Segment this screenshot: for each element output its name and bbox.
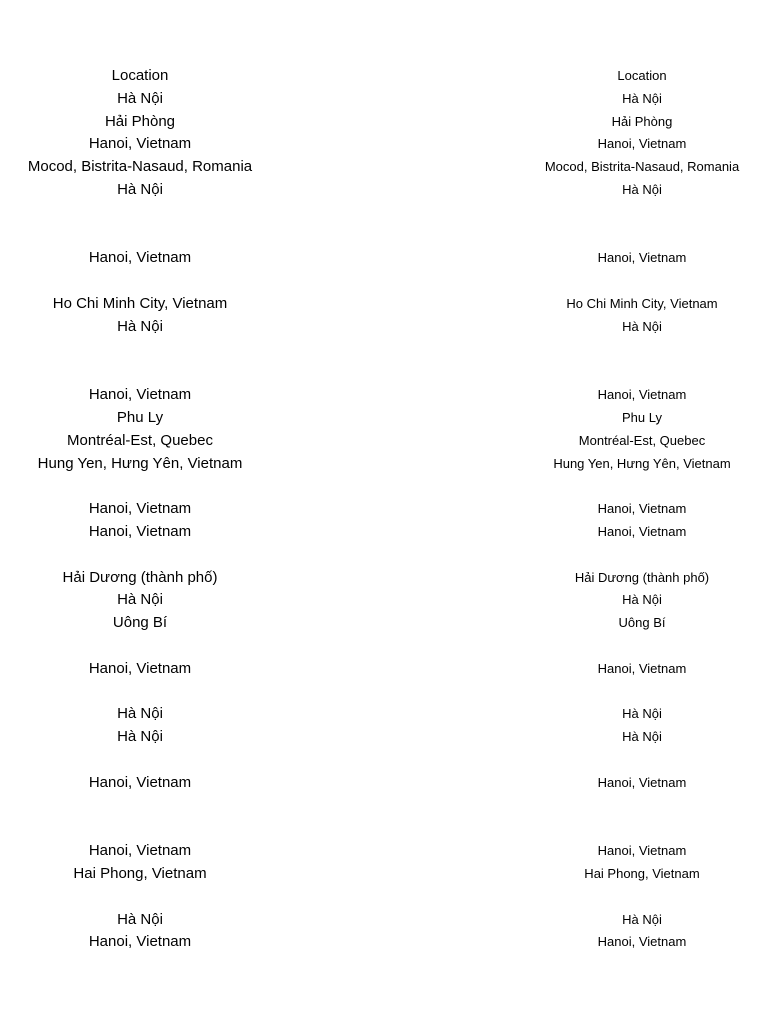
location-cell: Hà Nội (117, 591, 163, 609)
location-cell: Hanoi, Vietnam (597, 524, 687, 539)
location-cell: Hà Nội (622, 706, 662, 722)
location-cell: Hà Nội (117, 728, 163, 746)
location-cell: Hanoi, Vietnam (597, 843, 687, 859)
location-cell: Hải Phòng (104, 112, 176, 130)
location-cell: Hà Nội (622, 911, 662, 927)
location-cell: Hanoi, Vietnam (88, 933, 192, 951)
location-cell: Phu Ly (116, 409, 164, 426)
location-cell: Hà Nội (622, 182, 662, 197)
location-cell: Phu Ly (622, 410, 662, 425)
location-cell: Hà Nội (117, 89, 163, 107)
location-cell: Hai Phong, Vietnam (584, 866, 700, 881)
location-cell: Hanoi, Vietnam (597, 501, 687, 517)
location-cell: Ho Chi Minh City, Vietnam (52, 295, 228, 312)
location-cell: Ho Chi Minh City, Vietnam (566, 296, 718, 311)
location-cell: Hanoi, Vietnam (597, 250, 687, 266)
location-cell: Hà Nội (117, 317, 163, 335)
location-cell: Hải Dương (thành phố) (62, 568, 218, 586)
location-cell: Hanoi, Vietnam (88, 659, 192, 677)
location-cell: Hai Phong, Vietnam (73, 865, 207, 882)
location-cell: Hanoi, Vietnam (88, 773, 192, 791)
location-cell: Hung Yen, Hưng Yên, Vietnam (37, 454, 243, 472)
location-column-large (0, 0, 330, 1024)
location-cell: Hà Nội (622, 592, 662, 608)
location-cell: Hà Nội (117, 181, 163, 198)
location-cell: Hải Phòng (611, 113, 673, 129)
location-cell: Hanoi, Vietnam (88, 135, 192, 153)
location-cell: Hanoi, Vietnam (88, 500, 192, 518)
location-cell: Hanoi, Vietnam (597, 934, 687, 950)
location-cell: Hanoi, Vietnam (88, 386, 192, 404)
location-cell: Hà Nội (117, 910, 163, 928)
location-cell: Hung Yen, Hưng Yên, Vietnam (553, 455, 731, 471)
location-cell: Mocod, Bistrita-Nasaud, Romania (544, 159, 740, 175)
location-cell: Montréal-Est, Quebec (67, 431, 213, 449)
column-header: Location (111, 67, 169, 84)
location-cell: Hà Nội (622, 318, 662, 334)
location-cell: Hanoi, Vietnam (597, 387, 687, 403)
location-column-small (430, 0, 740, 1024)
location-cell: Uông Bí (112, 614, 168, 632)
location-cell: Hà Nội (622, 90, 662, 106)
location-cell: Hà Nội (622, 729, 662, 745)
location-cell: Hanoi, Vietnam (88, 249, 192, 267)
location-cell: Hanoi, Vietnam (597, 136, 687, 152)
location-cell: Montréal-Est, Quebec (578, 432, 706, 448)
location-cell: Hà Nội (117, 705, 163, 723)
location-cell: Hanoi, Vietnam (88, 842, 192, 860)
location-cell: Hải Dương (thành phố) (574, 569, 710, 585)
location-cell: Hanoi, Vietnam (88, 523, 192, 540)
location-cell: Uông Bí (618, 615, 666, 631)
column-header: Location (617, 68, 667, 83)
location-cell: Hanoi, Vietnam (597, 660, 687, 676)
location-cell: Mocod, Bistrita-Nasaud, Romania (27, 158, 253, 176)
location-cell: Hanoi, Vietnam (597, 774, 687, 790)
